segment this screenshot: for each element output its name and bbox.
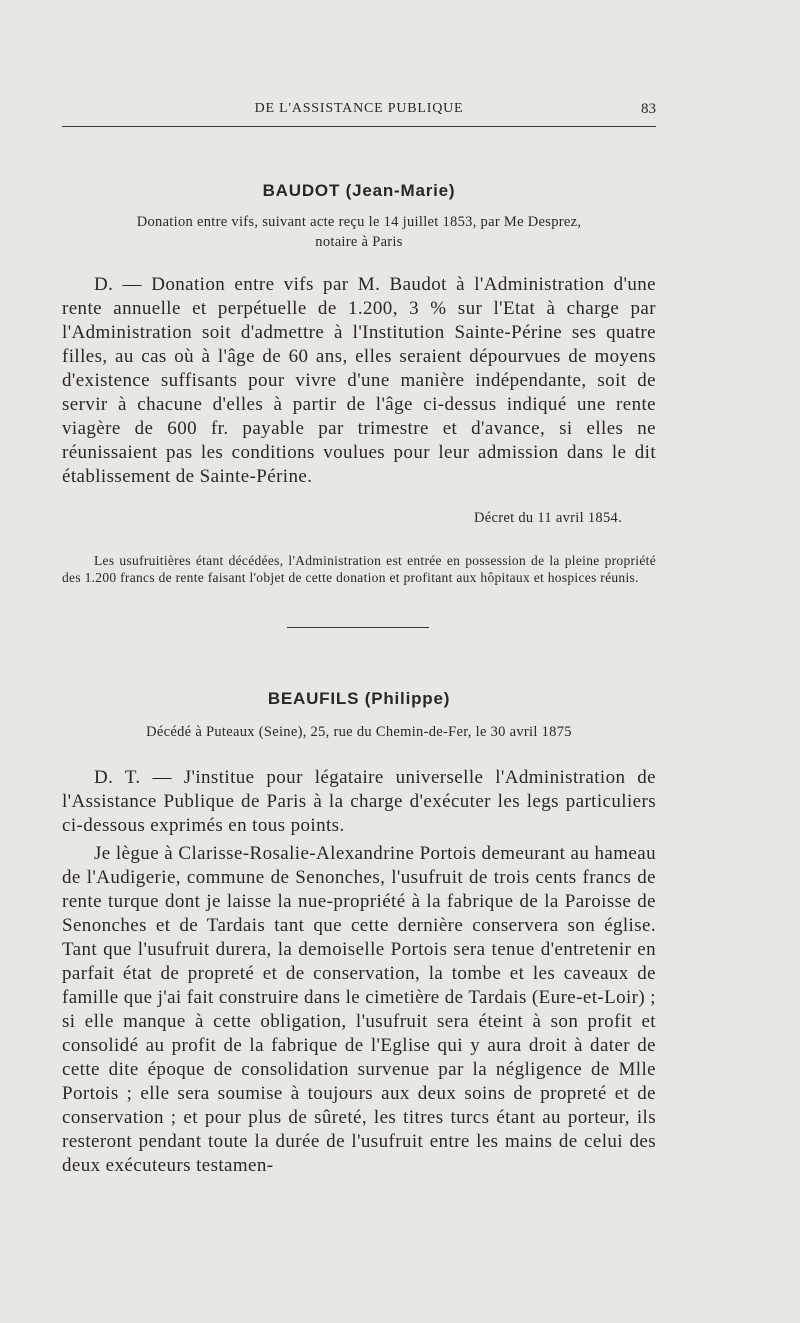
entry-subline-baudot-2: notaire à Paris [315, 234, 403, 250]
entry-paragraph-baudot [62, 273, 656, 489]
entry-subline-beaufils: Décédé à Puteaux (Seine), 25, rue du Chemin-de-Fer, le 30 avril 1875 [146, 724, 572, 740]
note-text: Les usufruitières étant décédées, l'Administration est entrée en possession de la pleine propriété des 1.200 francs de rente faisant l'objet de cette donation et profitant aux hôpitaux et hospices réunis. [62, 553, 656, 585]
entry-paragraph-beaufils-2 [62, 842, 656, 1178]
entry-paragraph-beaufils-1 [62, 766, 656, 838]
entry-heading-baudot: BAUDOT (Jean-Marie) [262, 181, 456, 200]
paragraph-text: Je lègue à Clarisse-Rosalie-Alexandrine Portois demeurant au hameau de l'Audigerie, commune de Senonches, l'usufruit de trois cents francs de rente turque dont je laisse la nue-propriété à la fabrique de la Paroisse de Senonches et de Tardais tant que cette dernière conservera son église. Tant que l'usufruit durera, la demoiselle Portois sera tenue d'entretenir en parfait état de propreté et de conservation, la tombe et les caveaux de famille que j'ai fait construire dans le cimetière de Tardais (Eure-et-Loir) ; si elle manque à cette obligation, l'usufruit sera éteint à son profit et consolidé au profit de la fabrique de l'Eglise qui y aura droit à dater de cette dite époque de consolidation survenue par la négligence de Mlle Portois ; elle sera soumise à toujours aux deux soins de propreté et de conservation ; et pour plus de sûreté, les titres turcs étant au porteur, ils resteront pendant toute la durée de l'usufruit entre les mains de celui des deux exécuteurs testamen- [62, 843, 656, 1176]
running-head [62, 101, 656, 123]
paragraph-text: D. — Donation entre vifs par M. Baudot à l'Administration d'une rente annuelle et perpétuelle de 1.200, 3 % sur l'Etat à charge par l'Administration soit d'admettre à l'Institution Sainte-Périne ses quatre filles, au cas où à l'âge de 60 ans, elles seraient dépourvues de moyens d'existence suffisants pour vivre d'une manière indépendante, soit de servir à chacune d'elles à partir de l'âge ci-dessus indiqué une rente viagère de 600 fr. payable par trimestre et d'avance, si elles ne réunissaient pas les conditions voulues pour leur admission dans le dit établissement de Sainte-Périne. [62, 274, 656, 487]
entry-subline-baudot-1: Donation entre vifs, suivant acte reçu le 14 juillet 1853, par Me Desprez, [136, 214, 582, 230]
entry-note-baudot [62, 552, 656, 586]
decree-line: Décret du 11 avril 1854. [474, 510, 622, 526]
page-number: 83 [641, 101, 656, 117]
entry-heading-beaufils: BEAUFILS (Philippe) [267, 689, 451, 708]
header-rule [62, 126, 656, 127]
running-head-title: DE L'ASSISTANCE PUBLIQUE [254, 101, 464, 116]
paragraph-text: D. T. — J'institue pour légataire universelle l'Administration de l'Assistance Publique de Paris à la charge d'exécuter les legs particuliers ci-dessous exprimés en tous points. [62, 767, 656, 836]
section-separator [287, 627, 429, 628]
